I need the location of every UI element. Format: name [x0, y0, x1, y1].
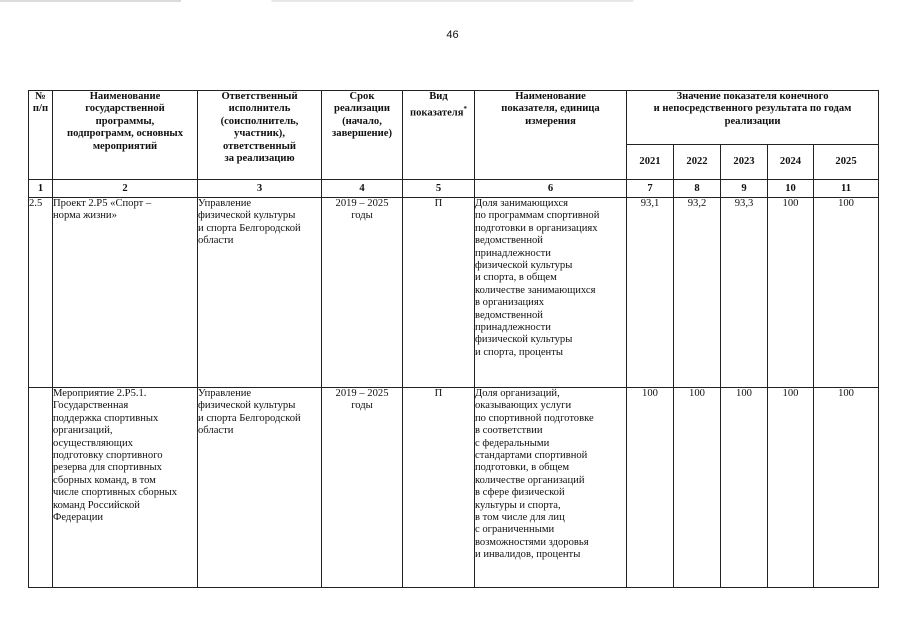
row-num: 2.5: [29, 198, 53, 388]
page-number: 46: [446, 29, 459, 41]
header-program: Наименование государственной программы, подпрограмм, основных мероприятий: [53, 91, 198, 180]
row-term: 2019 – 2025 годы: [322, 198, 403, 388]
header-year: 2023: [721, 145, 768, 180]
header-year: 2024: [768, 145, 814, 180]
row-program: Мероприятие 2.Р5.1. Государственная поддержка спортивных организаций, осуществляющих подготовку спортивного резерва для спортивных сборных команд, в том числе спортивных сборных команд Российской Федерации: [53, 388, 198, 588]
row-value-2022: 93,2: [674, 198, 721, 388]
row-value-2025: 100: [814, 198, 879, 388]
column-number: 10: [768, 180, 814, 198]
row-num: [29, 388, 53, 588]
header-year: 2025: [814, 145, 879, 180]
row-value-2022: 100: [674, 388, 721, 588]
row-value-2024: 100: [768, 388, 814, 588]
column-number: 1: [29, 180, 53, 198]
row-indicator: Доля занимающихся по программам спортивной подготовки в организациях ведомственной принадлежности физической культуры и спорта, в общем количестве занимающихся в организациях ведомственной принадлежности физической культуры и спорта, проценты: [475, 198, 627, 388]
header-year: 2022: [674, 145, 721, 180]
header-term: Срок реализации (начало, завершение): [322, 91, 403, 180]
row-executor: Управление физической культуры и спорта Белгородской области: [198, 388, 322, 588]
column-number: 3: [198, 180, 322, 198]
row-value-2021: 100: [627, 388, 674, 588]
column-number: 8: [674, 180, 721, 198]
header-kind: Вид показателя*: [403, 91, 475, 180]
column-number: 9: [721, 180, 768, 198]
row-indicator: Доля организаций, оказывающих услуги по спортивной подготовке в соответствии с федеральными стандартами спортивной подготовки, в общем количестве организаций в сфере физической культуры и спорта, в том числе для лиц с ограниченными возможностями здоровья и инвалидов, проценты: [475, 388, 627, 588]
column-number: 11: [814, 180, 879, 198]
row-value-2024: 100: [768, 198, 814, 388]
column-numbers-row: [29, 180, 879, 198]
scan-artifact: [0, 0, 905, 2]
header-indicator: Наименование показателя, единица измерения: [475, 91, 627, 180]
row-term: 2019 – 2025 годы: [322, 388, 403, 588]
row-kind: П: [403, 198, 475, 388]
column-number: 4: [322, 180, 403, 198]
column-number: 7: [627, 180, 674, 198]
header-num: № п/п: [29, 91, 53, 180]
row-kind: П: [403, 388, 475, 588]
row-program: Проект 2.Р5 «Спорт – норма жизни»: [53, 198, 198, 388]
indicators-table: [28, 90, 879, 588]
row-value-2025: 100: [814, 388, 879, 588]
row-value-2023: 100: [721, 388, 768, 588]
column-number: 2: [53, 180, 198, 198]
row-executor: Управление физической культуры и спорта Белгородской области: [198, 198, 322, 388]
column-number: 5: [403, 180, 475, 198]
column-number: 6: [475, 180, 627, 198]
header-executor: Ответственный исполнитель (соисполнитель, участник), ответственный за реализацию: [198, 91, 322, 180]
table-row: [29, 388, 879, 588]
row-value-2021: 93,1: [627, 198, 674, 388]
header-values-group: Значение показателя конечного и непосредственного результата по годам реализации: [627, 91, 879, 145]
table-row: [29, 198, 879, 388]
header-year: 2021: [627, 145, 674, 180]
row-value-2023: 93,3: [721, 198, 768, 388]
